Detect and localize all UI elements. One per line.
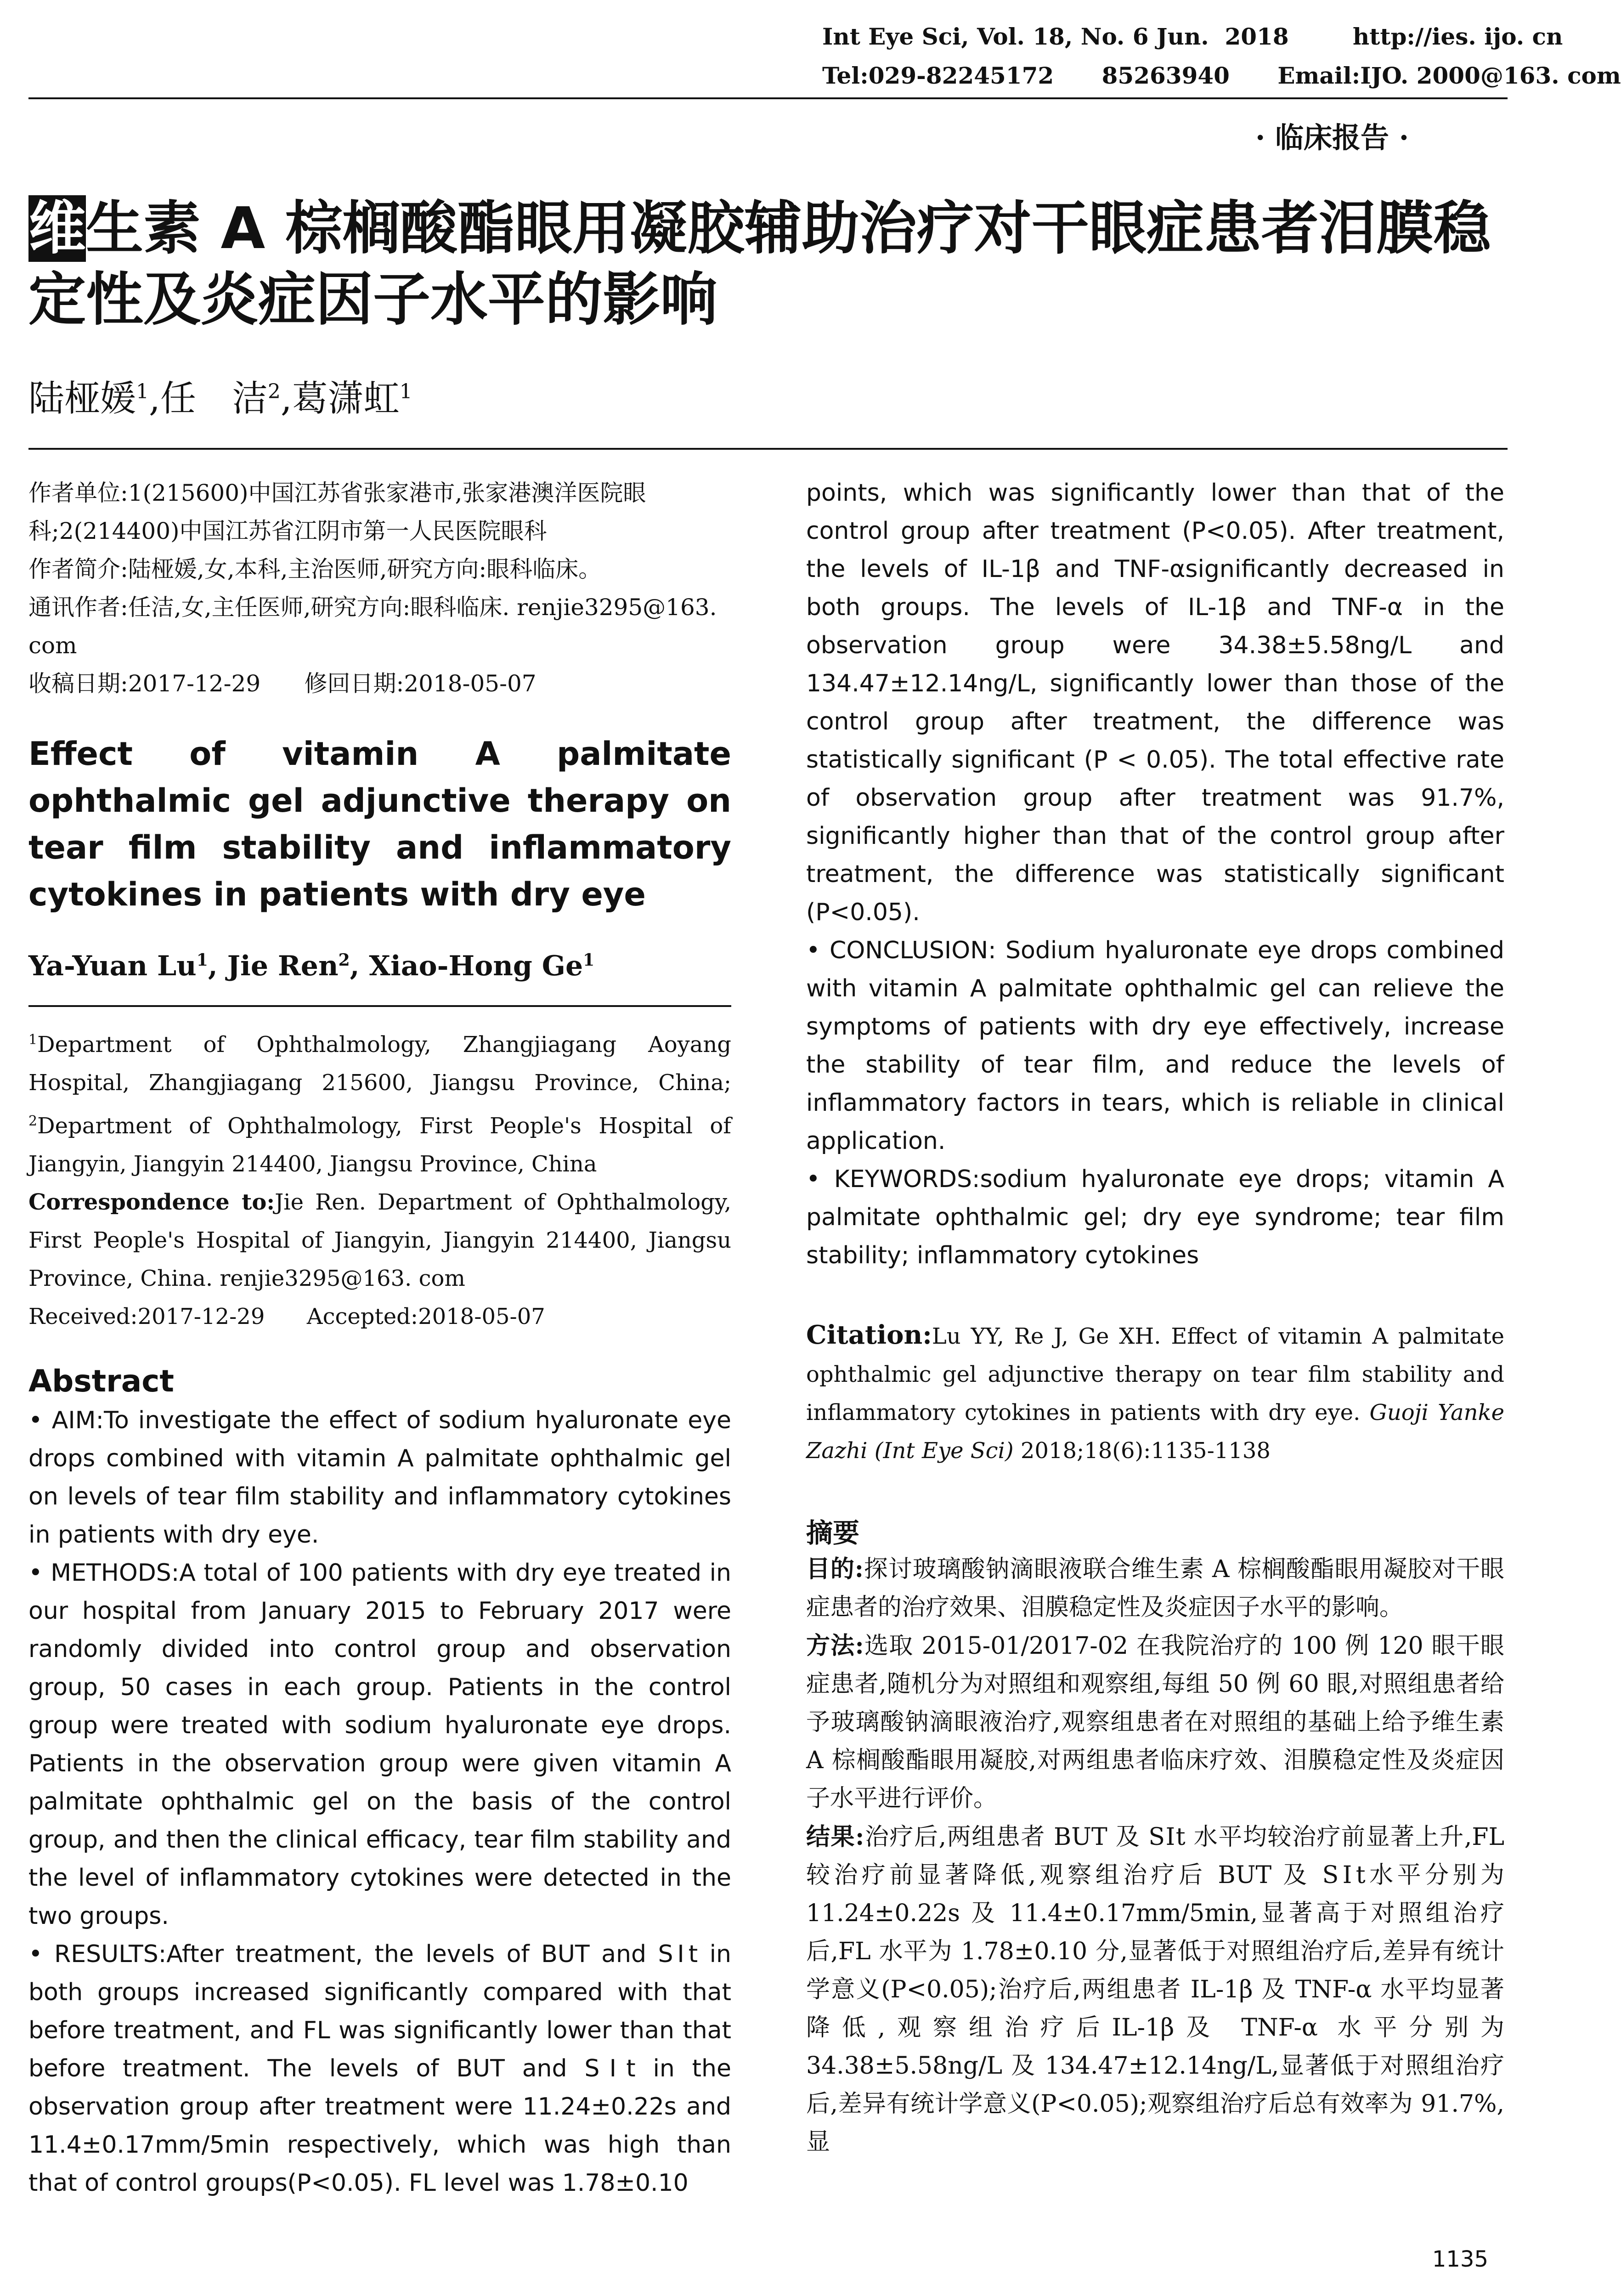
- english-title: Effect of vitamin A palmitate ophthalmic gel adjunctive therapy on tear film stability and inflammatory cytokines in patients with dry eye: [28, 735, 731, 913]
- author-sup: 1: [583, 950, 595, 970]
- english-authors: Ya-Yuan Lu$^1$, Jie Ren$^2$, Xiao-Hong Ge$^1$: [28, 950, 595, 982]
- english-dates: Received:2017-12-29 Accepted:2018-05-07: [28, 1304, 545, 1329]
- cn-aim-text: 探讨玻璃酸钠滴眼液联合维生素 A 棕榈酸酯眼用凝胶对干眼症患者的治疗效果、泪膜稳定性及炎症因子水平的影响。: [806, 1555, 1504, 1621]
- cn-author-unit: 作者单位:1(215600)中国江苏省张家港市,张家港澳洋医院眼科;2(214400)中国江苏省江阴市第一人民医院眼科: [28, 480, 646, 544]
- citation-tail: 2018;18(6):1135-1138: [1013, 1438, 1271, 1464]
- english-affiliation: [28, 1021, 731, 1183]
- keywords-text: sodium hyaluronate eye drops; vitamin A palmitate ophthalmic gel; dry eye syndrome; tear film stability; inflammatory cytokines: [806, 1165, 1504, 1269]
- conclusion-text: Sodium hyaluronate eye drops combined with vitamin A palmitate ophthalmic gel can relieve the symptoms of patients with dry eye effectively, increase the stability of tear film, and reduce the levels of inflammatory factors in tears, which is reliable in clinical application.: [806, 937, 1505, 1155]
- chinese-title: [28, 193, 1508, 335]
- results-label: • RESULTS:: [28, 1940, 167, 1968]
- abstract-results-part2: points, which was significantly lower than that of the control group after treatment (P<0.05). After treatment, the levels of IL-1β and TNF-αsignificantly decreased in both groups. The levels of IL-1β and TNF-α in the observation group were 34.38±5.58ng/L and 134.47±12.14ng/L, significantly lower than those of the control group after treatment, the difference was statistically significant (P < 0.05). The total effective rate of observation group after treatment was 91.7%, significantly higher than that of the control group after treatment, the difference was statistically significant (P<0.05).: [806, 479, 1504, 926]
- cn-results: [806, 1818, 1504, 2161]
- cn-results-label: 结果:: [806, 1823, 864, 1851]
- right-column: [806, 474, 1504, 2161]
- author-en: Ya-Yuan Lu: [28, 950, 197, 982]
- results-text: After treatment, the levels of BUT and SⅠt in both groups increased significantly compared with that before treatment, and FL was significantly lower than that before treatment. The levels of BUT and SⅠt in the observation group after treatment were 11.24±0.22s and 11.4±0.17mm/5min respectively, which was high than that of control groups(P<0.05). FL level was 1.78±0.10: [28, 1940, 731, 2197]
- keywords-label: • KEYWORDS:: [806, 1165, 980, 1193]
- left-column: [28, 474, 731, 2202]
- abstract-heading: Abstract: [28, 1363, 174, 1399]
- chinese-abstract-heading: 摘要: [806, 1517, 860, 1549]
- cn-results-text: 治疗后,两组患者 BUT 及 SⅠt 水平均较治疗前显著上升,FL 较治疗前显著降低,观察组治疗后 BUT 及 SⅠt水平分别为 11.24±0.22s 及 11.4±0.17mm/5min,显著高于对照组治疗后,FL 水平为 1.78±0.10 分,显著低于对照组治疗后,差异有统计学意义(P<0.05);治疗后,两组患者 IL-1β 及 TNF-α 水平均显著降低,观察组治疗后IL-1β及 TNF-α 水平分别为 34.38±5.58ng/L 及 134.47±12.14ng/L,显著低于对照组治疗后,差异有统计学意义(P<0.05);观察组治疗后总有效率为 91.7%,显: [806, 1823, 1504, 2156]
- author-sup: 1: [196, 950, 208, 970]
- author-sup: 1: [399, 380, 412, 403]
- abstract-keywords: [806, 1160, 1504, 1275]
- affil-text: Department of Ophthalmology, Zhangjiagang Aoyang Hospital, Zhangjiagang 215600, Jiangsu Province, China;: [28, 1032, 731, 1096]
- author-cn: 任 洁: [160, 378, 268, 419]
- cn-dates: 收稿日期:2017-12-29 修回日期:2018-05-07: [28, 670, 537, 697]
- abstract-aim: [28, 1402, 731, 1554]
- authors-divider: [28, 448, 1508, 450]
- cn-methods-label: 方法:: [806, 1632, 864, 1660]
- corr-text: Jie Ren. Department of Ophthalmology, First People's Hospital of Jiangyin, Jiangyin 214400, Jiangsu Province, China. renjie3295@163. com: [28, 1189, 731, 1291]
- author-sup: 1: [136, 380, 149, 403]
- citation-text: Lu YY, Re J, Ge XH. Effect of vitamin A palmitate ophthalmic gel adjunctive therapy on tear film stability and inflammatory cytokines in patients with dry eye.: [806, 1323, 1504, 1425]
- page-number: 1135: [1432, 2246, 1488, 2272]
- english-correspondence: [28, 1183, 731, 1298]
- section-tag: · 临床报告 ·: [1255, 121, 1409, 154]
- cn-methods-text: 选取 2015-01/2017-02 在我院治疗的 100 例 120 眼干眼症患者,随机分为对照组和观察组,每组 50 例 60 眼,对照组患者给予玻璃酸钠滴眼液治疗,观察组患者在对照组的基础上给予维生素 A 棕榈酸酯眼用凝胶,对两组患者临床疗效、泪膜稳定性及炎症因子水平进行评价。: [806, 1632, 1504, 1812]
- author-sup: 2: [267, 380, 281, 403]
- title-rest: 生素 A 棕榈酸酯眼用凝胶辅助治疗对干眼症患者泪膜稳定性及炎症因子水平的影响: [28, 195, 1491, 333]
- cn-correspondence: 通讯作者:任洁,女,主任医师,研究方向:眼科临床. renjie3295@163. com: [28, 594, 717, 659]
- aim-label: • AIM:: [28, 1407, 104, 1434]
- citation-label: Citation:: [806, 1320, 932, 1350]
- methods-label: • METHODS:: [28, 1559, 180, 1587]
- cn-author-intro: 作者简介:陆桠媛,女,本科,主治医师,研究方向:眼科临床。: [28, 556, 602, 582]
- abstract-conclusion: [806, 932, 1504, 1160]
- abstract-results-part1: [28, 1935, 731, 2202]
- journal-header-line2: Tel:029-82245172 85263940 Email:IJO. 2000@163. com: [822, 62, 1621, 89]
- cn-aim-label: 目的:: [806, 1555, 864, 1583]
- abstract-methods: [28, 1554, 731, 1935]
- affil-text: Department of Ophthalmology, First People's Hospital of Jiangyin, Jiangyin 214400, Jiangsu Province, China: [28, 1113, 731, 1177]
- affil-sup: 1: [28, 1032, 38, 1048]
- header-divider: [28, 97, 1508, 99]
- citation-journal: Guoji Yanke Zazhi: [806, 1400, 1504, 1464]
- corr-label: Correspondence to:: [28, 1189, 275, 1215]
- author-cn: 陆桠媛: [28, 378, 136, 419]
- english-authors-divider: [28, 1005, 731, 1007]
- author-sup: 2: [338, 950, 350, 970]
- title-first-char: 维: [28, 195, 86, 262]
- author-en: Xiao-Hong Ge: [369, 950, 583, 982]
- journal-header-line1: Int Eye Sci, Vol. 18, No. 6 Jun. 2018 http://ies. ijo. cn: [822, 23, 1563, 50]
- author-en: Jie Ren: [227, 950, 339, 982]
- conclusion-label: • CONCLUSION:: [806, 937, 996, 964]
- aim-text: To investigate the effect of sodium hyaluronate eye drops combined with vitamin A palmitate ophthalmic gel on levels of tear film stability and inflammatory cytokines in patients with dry eye.: [28, 1407, 732, 1549]
- cn-methods: [806, 1627, 1504, 1818]
- methods-text: A total of 100 patients with dry eye treated in our hospital from January 2015 to February 2017 were randomly divided into control group and observation group, 50 cases in each group. Patients in the control group were treated with sodium hyaluronate eye drops. Patients in the observation group were given vitamin A palmitate ophthalmic gel on the basis of the control group, and then the clinical efficacy, tear film stability and the level of inflammatory cytokines were detected in the two groups.: [28, 1559, 731, 1930]
- citation: [806, 1316, 1504, 1470]
- affil-sup: 2: [28, 1113, 38, 1129]
- author-cn: 葛潇虹: [292, 378, 400, 419]
- cn-aim: [806, 1550, 1504, 1627]
- citation-journal-abbr: (Int Eye Sci): [874, 1438, 1014, 1464]
- chinese-authors: 陆桠媛$^1$,任 洁$^2$,葛潇虹$^1$: [28, 378, 412, 419]
